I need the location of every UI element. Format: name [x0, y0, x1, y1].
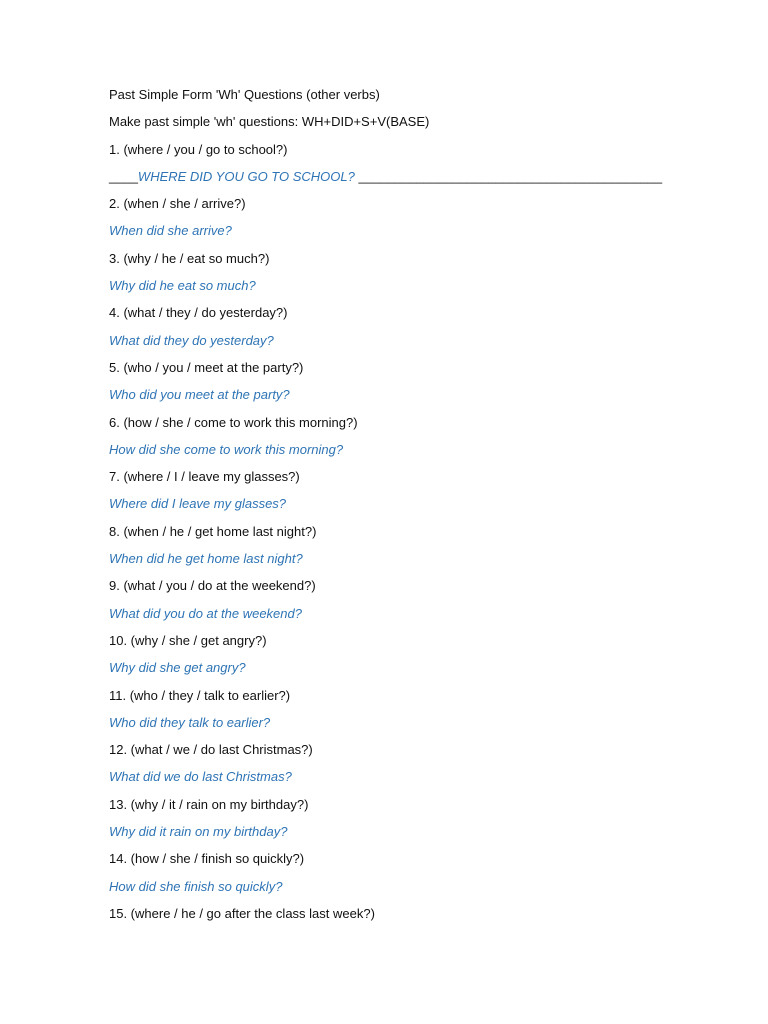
answer-line-9: What did you do at the weekend?: [109, 605, 302, 621]
worksheet-content: [109, 86, 709, 932]
answer-line-7: Where did I leave my glasses?: [109, 496, 287, 512]
answer-line-6: How did she come to work this morning?: [109, 441, 344, 457]
question-prompt-12: 12. (what / we / do last Christmas?): [109, 742, 313, 758]
question-prompt-14: 14. (how / she / finish so quickly?): [109, 851, 305, 867]
answer-blank-lead: ____: [109, 168, 138, 184]
answer-line-10: Why did she get angry?: [109, 660, 246, 676]
question-prompt-2: 2. (when / she / arrive?): [109, 196, 246, 212]
answer-line-3: Why did he eat so much?: [109, 278, 256, 294]
answer-line-13: Why did it rain on my birthday?: [109, 824, 288, 840]
question-prompt-11: 11. (who / they / talk to earlier?): [109, 687, 291, 703]
question-prompt-13: 13. (why / it / rain on my birthday?): [109, 796, 309, 812]
question-prompt-10: 10. (why / she / get angry?): [109, 632, 267, 648]
question-prompt-6: 6. (how / she / come to work this morning?): [109, 414, 358, 430]
answer-line-1: [109, 168, 709, 195]
question-prompt-1: 1. (where / you / go to school?): [109, 141, 288, 157]
answer-text-1: WHERE DID YOU GO TO SCHOOL?: [137, 168, 355, 184]
question-prompt-4: 4. (what / they / do yesterday?): [109, 305, 288, 321]
question-prompt-8: 8. (when / he / get home last night?): [109, 523, 317, 539]
answer-blank-trail: __________________________________________: [354, 168, 663, 184]
question-prompt-5: 5. (who / you / meet at the party?): [109, 359, 304, 375]
answer-line-4: What did they do yesterday?: [109, 332, 274, 348]
answer-line-14: How did she finish so quickly?: [109, 878, 283, 894]
answer-line-11: Who did they talk to earlier?: [109, 714, 271, 730]
answer-line-12: What did we do last Christmas?: [109, 769, 292, 785]
question-prompt-15: 15. (where / he / go after the class last week?): [109, 905, 375, 921]
question-prompt-7: 7. (where / I / leave my glasses?): [109, 469, 300, 485]
question-prompt-9: 9. (what / you / do at the weekend?): [109, 578, 316, 594]
worksheet-instruction: Make past simple 'wh' questions: WH+DID+S+V(BASE): [109, 114, 430, 130]
answer-line-2: When did she arrive?: [109, 223, 232, 239]
question-prompt-3: 3. (why / he / eat so much?): [109, 250, 270, 266]
answer-line-8: When did he get home last night?: [109, 551, 303, 567]
answer-line-5: Who did you meet at the party?: [109, 387, 290, 403]
worksheet-title: Past Simple Form 'Wh' Questions (other verbs): [109, 87, 380, 102]
